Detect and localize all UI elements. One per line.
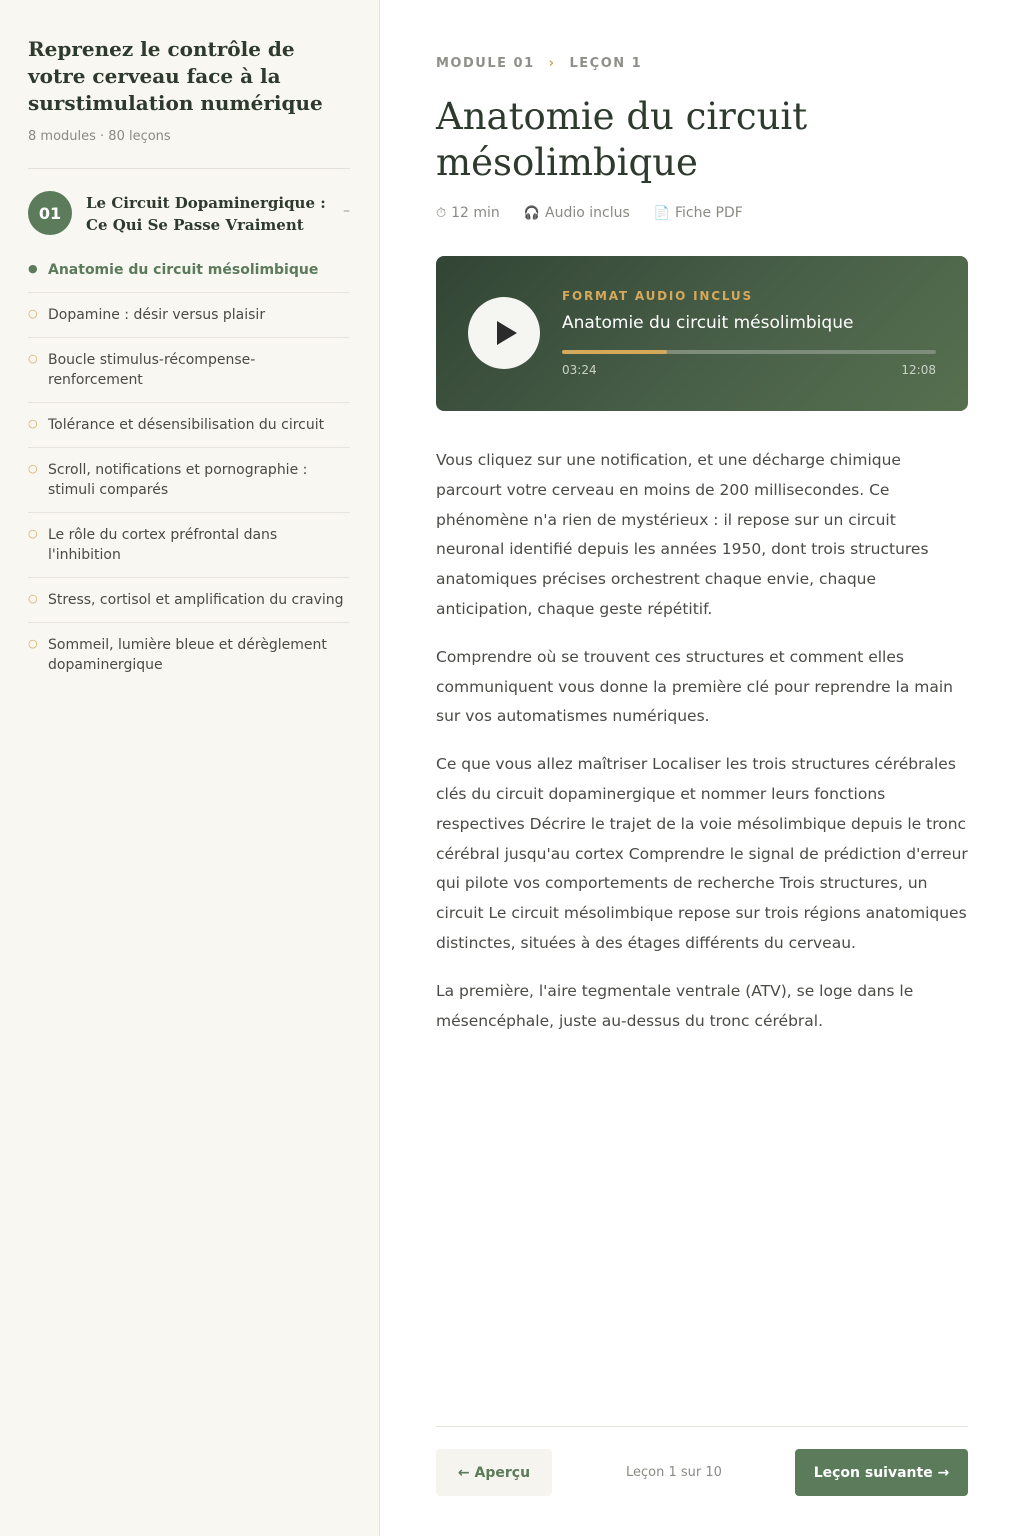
breadcrumb-module[interactable]: MODULE 01	[436, 56, 535, 71]
lesson-content	[380, 0, 1024, 1536]
body-paragraph: Comprendre où se trouvent ces structures et comment elles communiquent vous donne la première clé pour reprendre la main sur vos automatismes numériques.	[436, 647, 954, 726]
lesson-item[interactable]	[28, 448, 350, 513]
sidebar	[0, 0, 380, 1536]
lesson-body	[436, 446, 968, 1054]
breadcrumb-lesson: LEÇON 1	[569, 56, 643, 71]
footer-divider	[436, 1426, 968, 1427]
pdf-meta[interactable]	[654, 205, 743, 221]
audio-text: Audio inclus	[545, 205, 630, 221]
audio-player	[436, 256, 968, 411]
pdf-text: Fiche PDF	[674, 205, 743, 221]
lesson-dot-icon: ○	[28, 462, 38, 475]
lesson-label: Tolérance et désensibilisation du circuit	[48, 417, 325, 433]
play-button[interactable]	[468, 297, 540, 369]
module-title: Le Circuit Dopaminergique : Ce Qui Se Passe Vraiment	[86, 194, 326, 234]
audio-progress-fill	[562, 350, 667, 354]
lesson-pager: Leçon 1 sur 10	[626, 1465, 722, 1480]
breadcrumb	[436, 56, 642, 71]
audio-meta	[524, 205, 630, 221]
lesson-item[interactable]	[28, 248, 350, 293]
lesson-item[interactable]	[28, 623, 350, 687]
collapse-icon[interactable]: –	[343, 203, 350, 219]
breadcrumb-chevron-icon: ›	[548, 56, 556, 71]
lesson-label: Dopamine : désir versus plaisir	[48, 307, 266, 323]
course-meta: 8 modules · 80 leçons	[28, 129, 171, 144]
lesson-active-dot-icon: ●	[28, 262, 38, 275]
lesson-label: Boucle stimulus-récompense-renforcement	[48, 352, 256, 388]
duration-text: 12 min	[451, 205, 500, 221]
course-title: Reprenez le contrôle de votre cerveau face à la surstimulation numérique	[28, 37, 323, 115]
audio-kicker: FORMAT AUDIO INCLUS	[562, 289, 753, 303]
sidebar-divider	[28, 168, 350, 169]
headphones-icon: 🎧	[523, 205, 540, 221]
audio-current-time: 03:24	[562, 363, 597, 377]
module-header[interactable]	[28, 191, 350, 237]
audio-progress-bar[interactable]	[562, 350, 936, 354]
lesson-item[interactable]	[28, 293, 350, 338]
lesson-label: Anatomie du circuit mésolimbique	[48, 262, 319, 278]
play-icon	[497, 321, 517, 345]
next-lesson-button[interactable]: Leçon suivante →	[795, 1449, 968, 1496]
duration-meta	[436, 205, 500, 221]
page-title: Anatomie du circuit mésolimbique	[436, 95, 808, 184]
document-icon: 📄	[653, 205, 670, 221]
lesson-dot-icon: ○	[28, 592, 38, 605]
lesson-dot-icon: ○	[28, 637, 38, 650]
lesson-label: Scroll, notifications et pornographie : stimuli comparés	[48, 462, 308, 498]
preview-button[interactable]: ← Aperçu	[436, 1449, 552, 1496]
lesson-dot-icon: ○	[28, 417, 38, 430]
lesson-list	[28, 248, 350, 687]
lesson-item[interactable]	[28, 338, 350, 403]
body-paragraph: Ce que vous allez maîtriser Localiser les trois structures cérébrales clés du circuit dopaminergique et nommer leurs fonctions respectives Décrire le trajet de la voie mésolimbique depuis le tronc cérébral jusqu'au cortex Comprendre le signal de prédiction d'erreur qui pilote vos comportements de recherche Trois structures, un circuit Le circuit mésolimbique repose sur trois régions anatomiques distinctes, situées à des étages différents du cerveau.	[436, 755, 968, 952]
lesson-label: Stress, cortisol et amplification du craving	[48, 592, 344, 608]
audio-total-time: 12:08	[901, 363, 936, 377]
body-paragraph: La première, l'aire tegmentale ventrale (ATV), se loge dans le mésencéphale, juste au-dessus du tronc cérébral.	[436, 981, 914, 1030]
lesson-item[interactable]	[28, 578, 350, 623]
timer-icon: ⏱	[436, 205, 447, 221]
lesson-dot-icon: ○	[28, 307, 38, 320]
lesson-dot-icon: ○	[28, 352, 38, 365]
audio-title: Anatomie du circuit mésolimbique	[562, 313, 854, 333]
lesson-label: Le rôle du cortex préfrontal dans l'inhibition	[48, 527, 278, 563]
lesson-item[interactable]	[28, 403, 350, 448]
lesson-label: Sommeil, lumière bleue et dérèglement dopaminergique	[48, 637, 327, 673]
lesson-meta	[436, 205, 743, 221]
module-number-badge: 01	[28, 191, 72, 235]
body-paragraph: Vous cliquez sur une notification, et une décharge chimique parcourt votre cerveau en moins de 200 millisecondes. Ce phénomène n'a rien de mystérieux : il repose sur un circuit neuronal identifié depuis les années 1950, dont trois structures anatomiques précises orchestrent chaque envie, chaque anticipation, chaque geste répétitif.	[436, 451, 929, 618]
lesson-item[interactable]	[28, 513, 350, 578]
lesson-dot-icon: ○	[28, 527, 38, 540]
